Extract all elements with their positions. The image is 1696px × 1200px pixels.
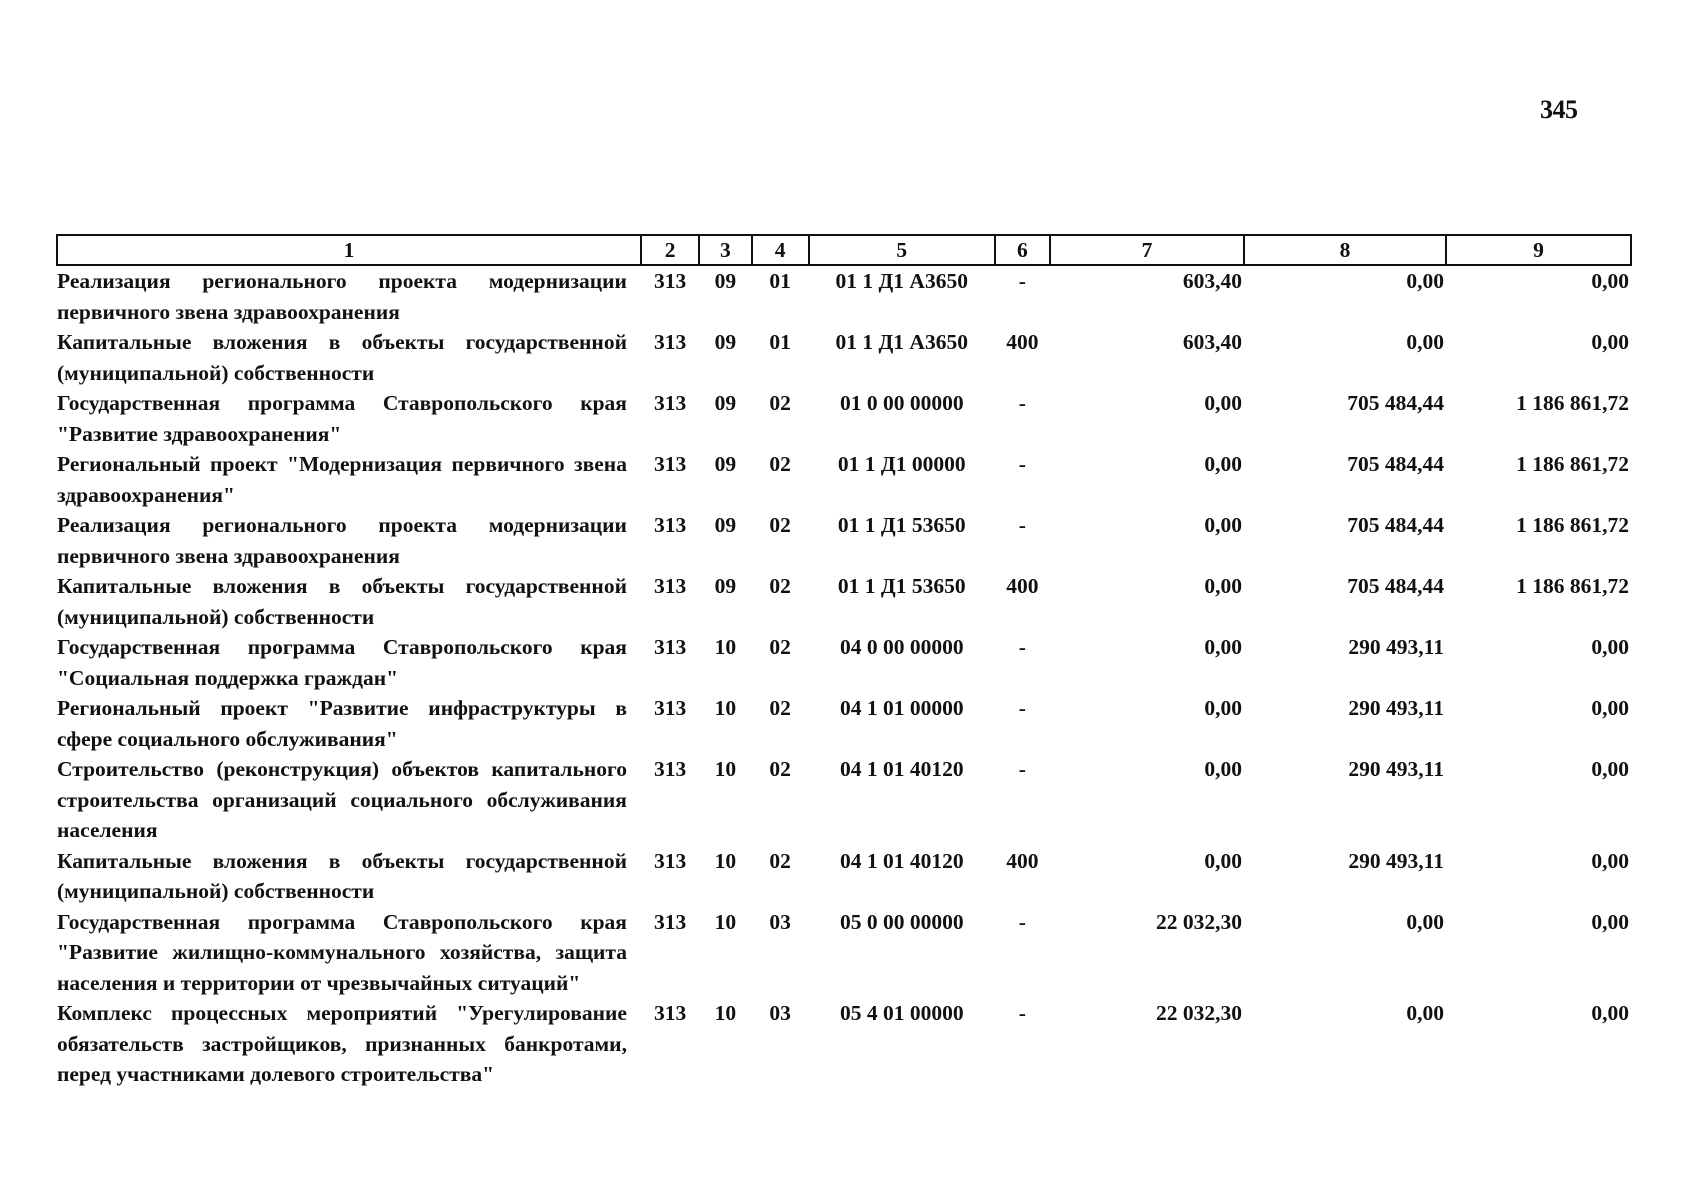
row-code-4: 02 — [769, 513, 791, 537]
row-amount-8: 0,00 — [1406, 330, 1444, 354]
row-code-4: 03 — [769, 1001, 791, 1025]
row-code-6: - — [1018, 269, 1026, 293]
row-amount-9: 1 186 861,72 — [1516, 452, 1629, 476]
row-name: Строительство (реконструкция) объектов капитального строительства организаций социального обслуживания населения — [57, 757, 627, 842]
table-row — [57, 510, 1631, 571]
table-row — [57, 265, 1631, 327]
row-amount-7: 0,00 — [1204, 513, 1242, 537]
row-amount-7: 22 032,30 — [1155, 1001, 1242, 1025]
row-code-2: 313 — [653, 574, 687, 598]
row-code-3: 10 — [714, 757, 737, 781]
row-name: Государственная программа Ставропольского края "Развитие здравоохранения" — [57, 391, 627, 446]
row-code-5: 04 0 00 00000 — [839, 635, 964, 659]
row-name: Комплекс процессных мероприятий "Урегулирование обязательств застройщиков, признанных банкротами, перед участниками долевого строительства" — [57, 1001, 627, 1086]
column-header-4: 4 — [752, 235, 809, 265]
row-code-5: 05 4 01 00000 — [839, 1001, 964, 1025]
row-code-3: 10 — [714, 848, 737, 873]
row-code-3: 09 — [714, 574, 737, 598]
row-code-2: 313 — [653, 757, 687, 781]
column-header-7: 7 — [1050, 235, 1244, 265]
row-code-4: 02 — [769, 635, 791, 659]
row-code-3: 09 — [714, 330, 737, 354]
row-amount-7: 0,00 — [1204, 696, 1242, 720]
row-code-2: 313 — [653, 696, 687, 720]
row-amount-8: 0,00 — [1406, 269, 1444, 293]
table-row — [57, 846, 1631, 907]
row-amount-9: 0,00 — [1591, 848, 1629, 873]
row-amount-8: 290 493,11 — [1348, 696, 1444, 720]
table-row — [57, 632, 1631, 693]
row-code-5: 01 1 Д1 53650 — [837, 513, 966, 537]
row-code-6: 400 — [1006, 848, 1039, 873]
row-amount-8: 290 493,11 — [1348, 757, 1444, 781]
row-code-6: - — [1018, 452, 1026, 476]
row-code-3: 10 — [714, 909, 737, 934]
row-amount-9: 0,00 — [1591, 269, 1629, 293]
table-body — [57, 265, 1631, 1090]
column-header-9: 9 — [1446, 235, 1631, 265]
table-row — [57, 998, 1631, 1090]
row-amount-7: 22 032,30 — [1155, 909, 1242, 934]
row-amount-8: 705 484,44 — [1347, 452, 1444, 476]
column-header-6: 6 — [995, 235, 1050, 265]
row-amount-7: 0,00 — [1204, 574, 1242, 598]
row-code-2: 313 — [653, 513, 687, 537]
column-header-1: 1 — [57, 235, 641, 265]
row-name: Капитальные вложения в объекты государственной (муниципальной) собственности — [57, 848, 627, 903]
row-amount-8: 0,00 — [1406, 909, 1444, 934]
row-code-3: 09 — [714, 269, 737, 293]
row-code-5: 01 1 Д1 А3650 — [835, 330, 968, 354]
row-name: Региональный проект "Модернизация первичного звена здравоохранения" — [57, 452, 627, 507]
row-code-4: 02 — [769, 452, 791, 476]
row-code-4: 01 — [769, 330, 791, 354]
row-code-4: 02 — [769, 757, 791, 781]
row-code-6: - — [1018, 1001, 1026, 1025]
row-code-5: 01 1 Д1 53650 — [837, 574, 966, 598]
table-row — [57, 571, 1631, 632]
row-code-4: 02 — [769, 391, 791, 415]
table-row — [57, 907, 1631, 999]
row-code-2: 313 — [653, 848, 687, 873]
row-code-3: 09 — [714, 513, 737, 537]
row-amount-7: 0,00 — [1204, 452, 1242, 476]
row-code-5: 01 1 Д1 00000 — [837, 452, 966, 476]
row-code-2: 313 — [653, 635, 687, 659]
row-code-6: 400 — [1006, 574, 1039, 598]
row-amount-9: 0,00 — [1591, 909, 1629, 934]
row-name: Реализация регионального проекта модернизации первичного звена здравоохранения — [57, 269, 627, 324]
row-code-5: 01 0 00 00000 — [839, 391, 964, 415]
table-row — [57, 754, 1631, 846]
row-code-5: 04 1 01 40120 — [839, 757, 964, 781]
row-amount-9: 0,00 — [1591, 1001, 1629, 1025]
row-code-2: 313 — [653, 391, 687, 415]
row-name: Капитальные вложения в объекты государственной (муниципальной) собственности — [57, 574, 627, 629]
row-code-2: 313 — [653, 452, 687, 476]
row-name: Капитальные вложения в объекты государственной (муниципальной) собственности — [57, 330, 627, 385]
row-amount-8: 705 484,44 — [1347, 574, 1444, 598]
row-code-3: 09 — [714, 452, 737, 476]
row-amount-7: 0,00 — [1204, 848, 1242, 873]
row-amount-9: 0,00 — [1591, 330, 1629, 354]
column-header-3: 3 — [699, 235, 751, 265]
row-code-5: 01 1 Д1 А3650 — [835, 269, 968, 293]
row-amount-8: 290 493,11 — [1348, 635, 1444, 659]
row-code-4: 01 — [769, 269, 791, 293]
row-code-6: 400 — [1006, 330, 1039, 354]
table-row — [57, 693, 1631, 754]
row-code-2: 313 — [653, 1001, 687, 1025]
row-code-3: 09 — [714, 391, 737, 415]
row-code-6: - — [1018, 696, 1026, 720]
row-code-3: 10 — [714, 635, 737, 659]
row-amount-9: 1 186 861,72 — [1516, 513, 1629, 537]
row-code-2: 313 — [653, 330, 687, 354]
row-amount-7: 603,40 — [1182, 269, 1242, 293]
row-code-6: - — [1018, 635, 1026, 659]
row-name: Реализация регионального проекта модернизации первичного звена здравоохранения — [57, 513, 627, 568]
row-amount-8: 290 493,11 — [1348, 848, 1444, 873]
column-number-header-row — [57, 235, 1631, 265]
column-header-2: 2 — [641, 235, 699, 265]
table-row — [57, 449, 1631, 510]
row-amount-7: 603,40 — [1182, 330, 1242, 354]
row-code-4: 03 — [769, 909, 791, 934]
row-amount-8: 0,00 — [1406, 1001, 1444, 1025]
row-amount-7: 0,00 — [1204, 391, 1242, 415]
row-amount-9: 0,00 — [1591, 635, 1629, 659]
table-row — [57, 388, 1631, 449]
row-amount-9: 1 186 861,72 — [1516, 574, 1629, 598]
row-code-2: 313 — [653, 909, 687, 934]
row-code-6: - — [1018, 391, 1026, 415]
row-code-3: 10 — [714, 1001, 737, 1025]
row-code-4: 02 — [769, 848, 791, 873]
row-amount-9: 0,00 — [1591, 757, 1629, 781]
row-code-5: 04 1 01 40120 — [839, 848, 964, 873]
row-code-4: 02 — [769, 696, 791, 720]
row-amount-9: 1 186 861,72 — [1516, 391, 1629, 415]
table-row — [57, 327, 1631, 388]
row-code-6: - — [1018, 757, 1026, 781]
row-code-5: 05 0 00 00000 — [839, 909, 964, 934]
row-name: Государственная программа Ставропольского края "Развитие жилищно-коммунального хозяйства, защита населения и территории от чрезвычайных ситуаций" — [57, 909, 627, 995]
row-amount-8: 705 484,44 — [1347, 513, 1444, 537]
row-amount-7: 0,00 — [1204, 757, 1242, 781]
row-amount-9: 0,00 — [1591, 696, 1629, 720]
column-header-8: 8 — [1244, 235, 1446, 265]
column-header-5: 5 — [809, 235, 995, 265]
row-name: Государственная программа Ставропольского края "Социальная поддержка граждан" — [57, 635, 627, 690]
row-code-6: - — [1018, 513, 1026, 537]
page-number: 345 — [1540, 95, 1578, 124]
row-code-3: 10 — [714, 696, 737, 720]
row-amount-8: 705 484,44 — [1347, 391, 1444, 415]
row-code-4: 02 — [769, 574, 791, 598]
row-code-6: - — [1018, 909, 1026, 934]
row-code-5: 04 1 01 00000 — [839, 696, 964, 720]
row-name: Региональный проект "Развитие инфраструктуры в сфере социального обслуживания" — [57, 696, 627, 751]
row-amount-7: 0,00 — [1204, 635, 1242, 659]
budget-table — [56, 234, 1632, 1090]
row-code-2: 313 — [653, 269, 687, 293]
